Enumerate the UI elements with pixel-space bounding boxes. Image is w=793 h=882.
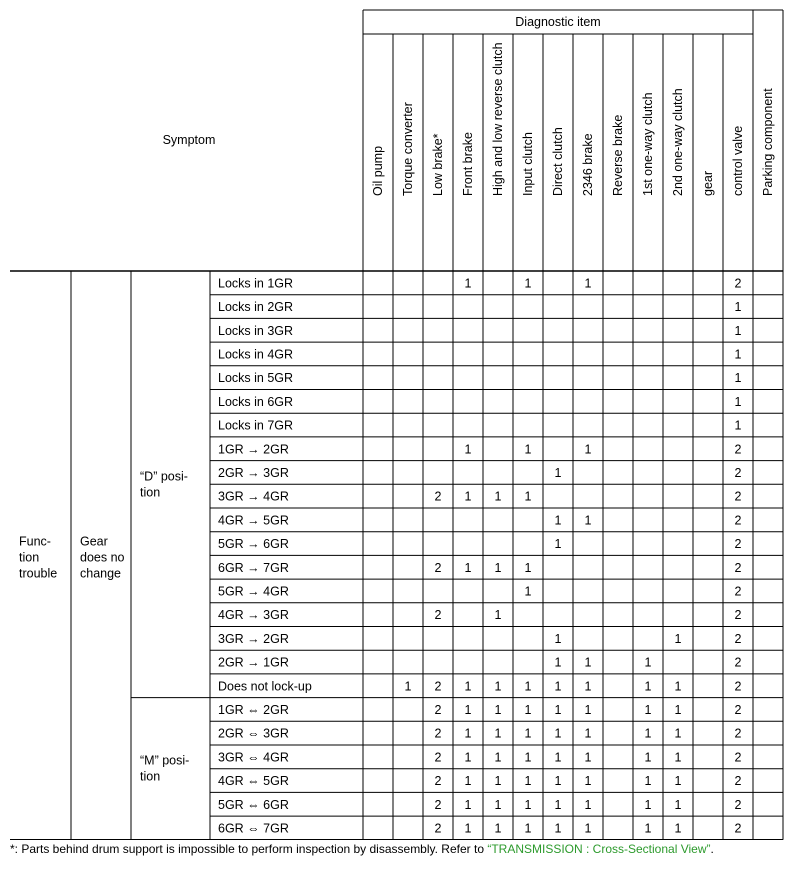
value-cell: 1 [464,679,472,694]
symptom-cell: 5GR ⇔ 6GR [218,797,289,812]
symptom-cell: 5GR → 4GR [218,584,289,599]
value-cell: 2 [734,726,742,741]
value-cell: 1 [674,679,682,694]
value-cell: 1 [524,702,532,717]
value-cell: 1 [674,702,682,717]
value-cell: 1 [734,371,742,386]
value-cell: 1 [464,750,472,765]
value-cell: 1 [554,465,562,480]
value-cell: 2 [734,513,742,528]
value-cell: 1 [674,726,682,741]
symptom-cell: Locks in 1GR [218,276,294,291]
value-cell: 1 [494,774,502,789]
value-cell: 2 [734,608,742,623]
symptom-header: Symptom [162,133,216,147]
symptom-cell: 4GR ⇔ 5GR [218,774,289,789]
value-cell: 1 [464,442,472,457]
value-cell: 1 [494,726,502,741]
symptom-cell: 4GR → 5GR [218,513,289,528]
value-cell: 1 [734,300,742,315]
value-cell: 1 [524,276,532,291]
value-cell: 1 [524,679,532,694]
group1-label: Func- [19,534,51,549]
column-header-2: Low brake* [431,133,445,196]
section-label-1: “M” posi- [140,753,190,768]
value-cell: 1 [554,750,562,765]
value-cell: 1 [524,560,532,575]
symptom-cell: 2GR ⇔ 3GR [218,726,289,741]
value-cell: 1 [644,679,652,694]
symptom-cell: 1GR → 2GR [218,442,289,457]
symptom-cell: 6GR → 7GR [218,560,289,575]
value-cell: 1 [524,584,532,599]
value-cell: 1 [464,489,472,504]
column-header-9: 1st one-way clutch [641,92,655,196]
value-cell: 1 [494,702,502,717]
value-cell: 1 [464,560,472,575]
value-cell: 1 [464,774,472,789]
value-cell: 1 [554,679,562,694]
symptom-cell: Locks in 5GR [218,371,294,386]
value-cell: 1 [644,797,652,812]
symptom-cell: 1GR ⇔ 2GR [218,702,289,717]
column-header-12: control valve [731,125,745,196]
value-cell: 2 [734,655,742,670]
value-cell: 1 [584,750,592,765]
value-cell: 2 [734,560,742,575]
value-cell: 1 [524,489,532,504]
column-header-7: 2346 brake [581,133,595,196]
value-cell: 1 [584,442,592,457]
value-cell: 2 [734,702,742,717]
value-cell: 2 [734,774,742,789]
value-cell: 1 [494,750,502,765]
value-cell: 1 [584,726,592,741]
value-cell: 2 [434,774,442,789]
symptom-cell: Locks in 6GR [218,394,294,409]
group1-label: trouble [19,566,58,581]
value-cell: 1 [554,631,562,646]
value-cell: 1 [674,750,682,765]
value-cell: 1 [584,774,592,789]
value-cell: 1 [554,726,562,741]
value-cell: 2 [434,489,442,504]
column-header-11: gear [701,170,715,196]
value-cell: 1 [524,821,532,836]
value-cell: 1 [674,821,682,836]
column-header-4: High and low reverse clutch [491,42,505,196]
column-header-6: Direct clutch [551,127,565,196]
group1-label: tion [19,550,40,565]
section-label-1: tion [140,769,161,784]
value-cell: 1 [494,560,502,575]
value-cell: 1 [524,797,532,812]
value-cell: 2 [434,679,442,694]
group2-label: change [80,566,122,581]
symptom-cell: Locks in 7GR [218,418,294,433]
symptom-cell: 2GR → 1GR [218,655,289,670]
diagnostic-item-header: Diagnostic item [515,15,601,29]
value-cell: 1 [464,726,472,741]
column-header-10: 2nd one-way clutch [671,88,685,196]
value-cell: 1 [644,726,652,741]
column-header-13: Parking component [761,88,775,196]
value-cell: 1 [494,608,502,623]
footnote-end: . [710,842,714,856]
value-cell: 1 [584,797,592,812]
value-cell: 1 [554,513,562,528]
value-cell: 1 [734,323,742,338]
value-cell: 2 [434,608,442,623]
value-cell: 1 [524,750,532,765]
value-cell: 1 [554,774,562,789]
value-cell: 2 [434,726,442,741]
symptom-cell: Does not lock-up [218,679,312,694]
footnote [10,842,714,856]
value-cell: 1 [464,821,472,836]
column-header-8: Reverse brake [611,114,625,196]
value-cell: 1 [644,750,652,765]
value-cell: 1 [584,655,592,670]
value-cell: 1 [524,774,532,789]
value-cell: 1 [554,655,562,670]
value-cell: 1 [494,797,502,812]
value-cell: 1 [554,702,562,717]
value-cell: 2 [434,560,442,575]
value-cell: 1 [464,797,472,812]
value-cell: 2 [734,584,742,599]
value-cell: 2 [434,797,442,812]
value-cell: 2 [734,797,742,812]
value-cell: 1 [734,394,742,409]
value-cell: 1 [644,655,652,670]
value-cell: 1 [674,797,682,812]
column-header-3: Front brake [461,132,475,196]
group2-label: Gear [80,534,108,549]
symptom-cell: 2GR → 3GR [218,465,289,480]
symptom-cell: 3GR → 2GR [218,631,289,646]
value-cell: 2 [434,821,442,836]
symptom-cell: 3GR → 4GR [218,489,289,504]
value-cell: 1 [464,276,472,291]
value-cell: 2 [734,465,742,480]
value-cell: 2 [434,750,442,765]
value-cell: 2 [734,537,742,552]
value-cell: 2 [434,702,442,717]
value-cell: 1 [524,726,532,741]
value-cell: 2 [734,442,742,457]
value-cell: 1 [674,631,682,646]
value-cell: 1 [554,821,562,836]
symptom-cell: Locks in 4GR [218,347,294,362]
value-cell: 1 [404,679,412,694]
symptom-cell: 6GR ⇔ 7GR [218,821,289,836]
value-cell: 1 [644,821,652,836]
value-cell: 1 [494,489,502,504]
symptom-cell: 3GR ⇔ 4GR [218,750,289,765]
value-cell: 1 [734,347,742,362]
value-cell: 2 [734,679,742,694]
value-cell: 1 [494,821,502,836]
value-cell: 1 [464,702,472,717]
column-header-5: Input clutch [521,132,535,196]
value-cell: 1 [584,821,592,836]
value-cell: 1 [524,442,532,457]
value-cell: 1 [734,418,742,433]
footnote-text: *: Parts behind drum support is impossible to perform inspection by disassembly. Refer to [10,842,488,856]
value-cell: 2 [734,276,742,291]
value-cell: 1 [644,702,652,717]
value-cell: 2 [734,489,742,504]
value-cell: 1 [674,774,682,789]
value-cell: 1 [584,679,592,694]
symptom-cell: 4GR → 3GR [218,608,289,623]
value-cell: 1 [494,679,502,694]
section-label-0: “D” posi- [140,469,188,484]
column-header-1: Torque converter [401,102,415,196]
value-cell: 1 [644,774,652,789]
value-cell: 2 [734,631,742,646]
symptom-cell: 5GR → 6GR [218,537,289,552]
value-cell: 1 [554,537,562,552]
value-cell: 1 [584,513,592,528]
cross-sectional-view-link[interactable]: “TRANSMISSION : Cross-Sectional View” [487,842,711,856]
group2-label: does no [80,550,125,565]
value-cell: 1 [554,797,562,812]
section-label-0: tion [140,485,161,500]
column-header-0: Oil pump [371,145,385,196]
value-cell: 2 [734,821,742,836]
value-cell: 2 [734,750,742,765]
symptom-cell: Locks in 3GR [218,323,294,338]
value-cell: 1 [584,702,592,717]
symptom-cell: Locks in 2GR [218,300,294,315]
value-cell: 1 [584,276,592,291]
